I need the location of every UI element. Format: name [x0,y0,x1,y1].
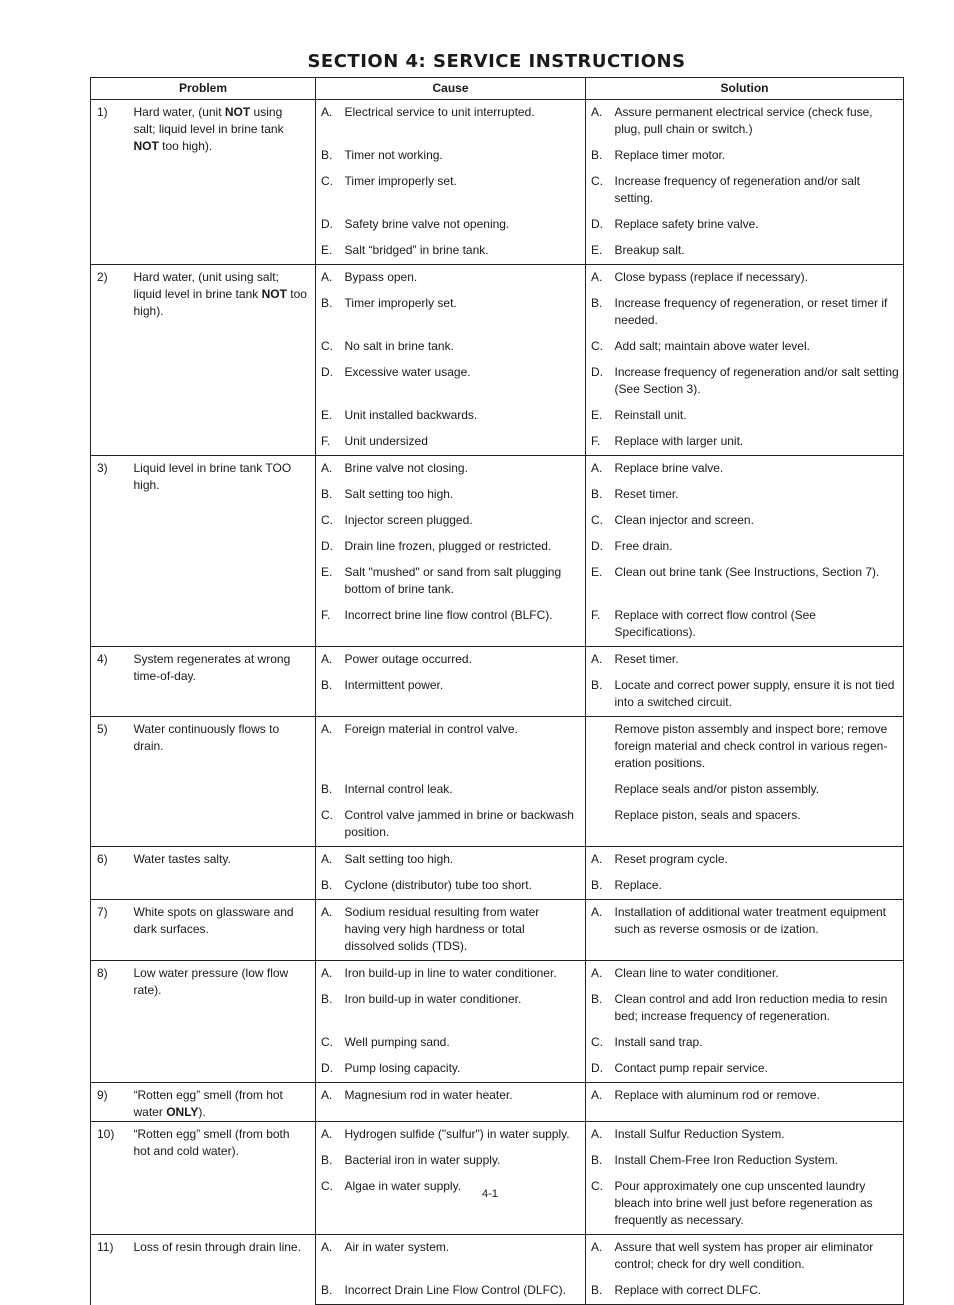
solution-text: Breakup salt. [611,238,904,265]
solution-letter: C. [586,1174,611,1235]
problem-number: 10) [91,1122,128,1235]
cause-text: Air in water system. [341,1235,586,1279]
cause-text: Hydrogen sulfide ("sulfur") in water supply. [341,1122,586,1149]
solution-letter: A. [586,1083,611,1122]
solution-text: Increase frequency of regeneration and/or salt setting. [611,169,904,212]
solution-letter: B. [586,673,611,717]
table-row [91,961,904,988]
cause-letter: D. [321,217,334,231]
cause-letter: C. [321,339,334,353]
cause-text: Bypass open. [341,265,586,292]
cause-text: Pump losing capacity. [341,1056,586,1083]
cause-letter: B. [316,1278,341,1305]
problem-number: 9) [91,1083,128,1122]
cause-letter: E. [316,238,341,265]
cause-text: Iron build-up in line to water conditioner. [341,961,586,988]
solution-text: Install Sulfur Reduction System. [611,1122,904,1149]
cause-letter: B. [316,873,341,900]
problem-number: 4) [91,647,128,717]
cause-letter: A. [316,1083,341,1122]
cause-text: Cyclone (distributor) tube too short. [341,873,586,900]
cause-text: Injector screen plugged. [341,508,586,534]
emphasis-text: NOT [224,105,251,119]
table-row [91,265,904,292]
cause-letter: B. [321,1153,333,1167]
table-row [91,1122,904,1149]
cause-letter: C. [321,513,334,527]
problem-text: Hard water, (unit NOT using salt; liquid level in brine tank NOT too high). [128,100,316,265]
cause-text: Iron build-up in water conditioner. [341,987,586,1030]
solution-text: Remove piston assembly and inspect bore; remove foreign material and check control in various regen-eration positions. [611,717,904,778]
problem-text: “Rotten egg” smell (from both hot and cold water). [128,1122,316,1235]
problem-number: 3) [91,456,128,647]
cause-letter: C. [316,803,341,847]
table-row [91,647,904,674]
problem-number: 8) [91,961,128,1083]
solution-letter: C. [591,1035,604,1049]
solution-letter: B. [591,296,603,310]
cause-letter: A. [316,900,341,961]
problem-header: Problem [91,78,316,100]
cause-text: Incorrect Drain Line Flow Control (DLFC). [341,1278,586,1305]
cause-text: Incorrect brine line flow control (BLFC). [341,603,586,647]
table-row [91,456,904,483]
problem-text: System regenerates at wrong time-of-day. [128,647,316,717]
cause-text: Magnesium rod in water heater. [341,1083,586,1122]
solution-letter: B. [591,992,603,1006]
cause-text: Internal control leak. [341,777,586,803]
cause-text: Timer improperly set. [341,291,586,334]
emphasis-text: NOT [261,287,287,301]
solution-text: Clean out brine tank (See Instructions, Section 7). [611,560,904,603]
solution-header: Solution [586,78,904,100]
cause-text: Control valve jammed in brine or backwash position. [341,803,586,847]
solution-letter: F. [586,603,611,647]
solution-text: Assure that well system has proper air eliminator control; check for dry well condition. [611,1235,904,1279]
solution-letter: A. [586,1122,611,1149]
solution-text: Installation of additional water treatment equipment such as reverse osmosis or de ization. [611,900,904,961]
cause-letter: B. [321,148,333,162]
solution-letter: B. [586,1278,611,1305]
cause-text: Electrical service to unit interrupted. [341,100,586,144]
cause-letter: B. [321,296,333,310]
solution-text: Replace safety brine valve. [611,212,904,238]
cause-letter: B. [321,992,333,1006]
cause-text: Sodium residual resulting from water having very high hardness or total dissolved solids (TDS). [341,900,586,961]
cause-text: Unit installed backwards. [341,403,586,429]
cause-letter: A. [316,456,341,483]
solution-text: Replace brine valve. [611,456,904,483]
cause-letter: A. [316,717,341,778]
cause-letter: A. [316,1235,341,1279]
cause-text: Safety brine valve not opening. [341,212,586,238]
solution-text: Clean injector and screen. [611,508,904,534]
solution-letter: C. [591,339,604,353]
problem-text: Liquid level in brine tank TOO high. [128,456,316,647]
solution-text: Add salt; maintain above water level. [611,334,904,360]
cause-letter: F. [316,603,341,647]
cause-text: Intermittent power. [341,673,586,717]
table-row [91,1235,904,1279]
solution-letter: C. [591,174,604,188]
problem-number: 11) [91,1235,128,1305]
cause-text: Well pumping sand. [341,1030,586,1056]
solution-letter: A. [586,961,611,988]
problem-text: Hard water, (unit using salt; liquid level in brine tank NOT too high). [128,265,316,456]
cause-text: Salt "mushed" or sand from salt plugging bottom of brine tank. [341,560,586,603]
solution-text: Replace timer motor. [611,143,904,169]
cause-letter: E. [321,408,333,422]
solution-text: Replace with correct flow control (See Specifications). [611,603,904,647]
solution-text: Free drain. [611,534,904,560]
solution-letter: C. [591,513,604,527]
solution-letter [586,777,611,803]
page-title: SECTION 4: SERVICE INSTRUCTIONS [307,51,686,72]
cause-text: Salt setting too high. [341,847,586,874]
problem-text: White spots on glassware and dark surfaces. [128,900,316,961]
table-row [91,717,904,778]
solution-text: Reset timer. [611,647,904,674]
table-row [91,900,904,961]
cause-text: Timer improperly set. [341,169,586,212]
solution-letter: A. [586,900,611,961]
solution-letter: B. [586,873,611,900]
cause-text: Power outage occurred. [341,647,586,674]
problem-number: 2) [91,265,128,456]
solution-letter: B. [591,148,603,162]
cause-text: Brine valve not closing. [341,456,586,483]
problem-text: Loss of resin through drain line. [128,1235,316,1305]
solution-letter: A. [586,647,611,674]
cause-header: Cause [316,78,586,100]
solution-text: Clean control and add Iron reduction media to resin bed; increase frequency of regeneration. [611,987,904,1030]
solution-letter: B. [591,1153,603,1167]
solution-text: Locate and correct power supply, ensure it is not tied into a switched circuit. [611,673,904,717]
cause-letter: A. [316,847,341,874]
solution-letter [586,717,611,778]
solution-letter: A. [586,456,611,483]
solution-letter: D. [591,217,604,231]
table-row [91,100,904,144]
problem-text: Low water pressure (low flow rate). [128,961,316,1083]
problem-number: 5) [91,717,128,847]
solution-text: Increase frequency of regeneration, or reset timer if needed. [611,291,904,334]
cause-letter: D. [316,1056,341,1083]
solution-letter: A. [586,100,611,144]
solution-letter [586,803,611,847]
solution-text: Assure permanent electrical service (check fuse, plug, pull chain or switch.) [611,100,904,144]
problem-text: “Rotten egg” smell (from hot water ONLY). [128,1083,316,1122]
cause-text: Salt setting too high. [341,482,586,508]
solution-text: Replace piston, seals and spacers. [611,803,904,847]
solution-letter: A. [586,265,611,292]
cause-letter: C. [316,1174,341,1235]
table-body [91,100,904,1305]
problem-text: Water tastes salty. [128,847,316,900]
solution-letter: A. [586,1235,611,1279]
table-row [91,847,904,874]
cause-letter: A. [316,1122,341,1149]
cause-text: Algae in water supply. [341,1174,586,1235]
solution-text: Increase frequency of regeneration and/or salt setting (See Section 3). [611,360,904,403]
problem-number: 7) [91,900,128,961]
solution-text: Replace with larger unit. [611,429,904,456]
cause-letter: A. [316,100,341,144]
cause-text: Excessive water usage. [341,360,586,403]
solution-text: Install sand trap. [611,1030,904,1056]
solution-letter: E. [591,408,603,422]
solution-text: Pour approximately one cup unscented laundry bleach into brine well just before regeneration as frequently as necessary. [611,1174,904,1235]
service-table [90,77,904,1305]
problem-number: 6) [91,847,128,900]
problem-text: Water continuously flows to drain. [128,717,316,847]
cause-letter: B. [321,487,333,501]
solution-text: Contact pump repair service. [611,1056,904,1083]
solution-letter: F. [586,429,611,456]
solution-letter: E. [591,565,603,579]
problem-number: 1) [91,100,128,265]
cause-letter: A. [316,265,341,292]
solution-letter: D. [591,539,604,553]
cause-letter: B. [321,782,333,796]
cause-letter: F. [316,429,341,456]
solution-letter: E. [586,238,611,265]
cause-letter: C. [321,174,334,188]
table-row [91,1083,904,1122]
cause-text: Unit undersized [341,429,586,456]
solution-text: Replace with aluminum rod or remove. [611,1083,904,1122]
cause-letter: D. [321,539,334,553]
solution-text: Close bypass (replace if necessary). [611,265,904,292]
solution-text: Replace with correct DLFC. [611,1278,904,1305]
header-row [91,78,904,100]
emphasis-text: NOT [133,139,159,153]
solution-letter: A. [586,847,611,874]
cause-letter: E. [321,565,333,579]
solution-letter: B. [591,487,603,501]
cause-letter: D. [321,365,334,379]
solution-text: Clean line to water conditioner. [611,961,904,988]
solution-letter: D. [591,365,604,379]
cause-letter: A. [316,961,341,988]
page-number: 4-1 [482,1188,498,1200]
solution-text: Install Chem-Free Iron Reduction System. [611,1148,904,1174]
cause-text: Salt “bridged” in brine tank. [341,238,586,265]
solution-text: Reset program cycle. [611,847,904,874]
cause-letter: A. [316,647,341,674]
solution-letter: D. [586,1056,611,1083]
cause-text: No salt in brine tank. [341,334,586,360]
cause-text: Timer not working. [341,143,586,169]
cause-text: Drain line frozen, plugged or restricted. [341,534,586,560]
solution-text: Replace seals and/or piston assembly. [611,777,904,803]
cause-text: Foreign material in control valve. [341,717,586,778]
emphasis-text: ONLY [166,1105,199,1119]
cause-letter: C. [321,1035,334,1049]
solution-text: Reset timer. [611,482,904,508]
solution-text: Replace. [611,873,904,900]
solution-text: Reinstall unit. [611,403,904,429]
cause-text: Bacterial iron in water supply. [341,1148,586,1174]
cause-letter: B. [316,673,341,717]
